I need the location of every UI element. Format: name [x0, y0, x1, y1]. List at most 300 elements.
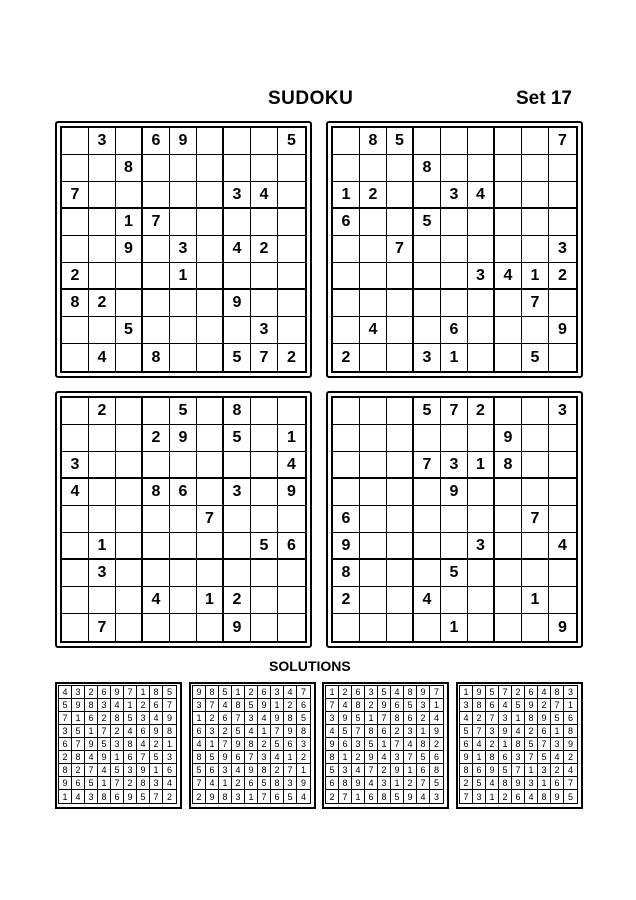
- solution-cell: 3: [404, 725, 417, 738]
- puzzle-cell: [170, 506, 197, 533]
- puzzle-cell: 3: [441, 452, 468, 479]
- solution-cell: 8: [512, 738, 525, 751]
- puzzle-cell: [251, 587, 278, 614]
- puzzle-cell: [360, 614, 387, 641]
- solution-cell: 5: [206, 751, 219, 764]
- solution-cell: 5: [551, 712, 564, 725]
- puzzle-grid: [331, 126, 578, 373]
- solution-cell: 2: [378, 764, 391, 777]
- solution-cell: 2: [297, 751, 310, 764]
- solution-cell: 4: [300, 791, 306, 802]
- solution-cell: 5: [525, 738, 538, 751]
- solution-cell: 5: [163, 686, 176, 699]
- puzzle-cell: [333, 155, 360, 182]
- solution-cell: 4: [326, 725, 339, 738]
- puzzle-cell: [278, 614, 305, 641]
- solution-cell: 2: [499, 790, 512, 803]
- solution-cell: 3: [460, 699, 473, 712]
- puzzle-cell: [89, 209, 116, 236]
- solution-cell: 3: [512, 751, 525, 764]
- solution-cell: 6: [245, 777, 258, 790]
- puzzle-cell: 4: [251, 182, 278, 209]
- solution-cell: 7: [391, 738, 404, 751]
- solution-cell: 2: [232, 777, 245, 790]
- puzzle-cell: [387, 182, 414, 209]
- puzzle-cell: [522, 452, 549, 479]
- puzzle-cell: [495, 533, 522, 560]
- solution-cell: 2: [391, 725, 404, 738]
- puzzle-cell: [360, 344, 387, 371]
- solution-cell: 2: [551, 764, 564, 777]
- solution-cell: 7: [512, 764, 525, 777]
- puzzle-cell: [89, 263, 116, 290]
- puzzle-cell: 3: [441, 182, 468, 209]
- solution-cell: 7: [111, 777, 124, 790]
- puzzle-grid: [60, 126, 307, 373]
- solution-cell: 7: [378, 712, 391, 725]
- solution-cell: 6: [150, 699, 163, 712]
- solution-cell: 6: [297, 699, 310, 712]
- solution-cell: 1: [284, 751, 297, 764]
- puzzle-cell: [360, 209, 387, 236]
- puzzle-cell: [170, 452, 197, 479]
- solution-cell: 8: [339, 777, 352, 790]
- solution-cell: 3: [365, 686, 378, 699]
- puzzle-cell: [387, 155, 414, 182]
- puzzle-cell: [197, 560, 224, 587]
- solution-cell: 8: [258, 764, 271, 777]
- solution-cell: 4: [460, 712, 473, 725]
- puzzle-cell: 3: [414, 344, 441, 371]
- puzzle-cell: [143, 236, 170, 263]
- solution-cell: 2: [193, 790, 206, 803]
- solution-cell: 2: [124, 777, 137, 790]
- puzzle-cell: 9: [278, 479, 305, 506]
- puzzle-cell: [62, 614, 89, 641]
- solution-cell: 1: [232, 686, 245, 699]
- puzzle-cell: 9: [549, 317, 576, 344]
- solution-cell: 2: [98, 712, 111, 725]
- solution-cell: 3: [150, 777, 163, 790]
- puzzle-cell: 7: [441, 398, 468, 425]
- solution-cell: 6: [430, 751, 443, 764]
- solution-cell: 1: [365, 712, 378, 725]
- puzzle-cell: [116, 398, 143, 425]
- puzzle-cell: [495, 317, 522, 344]
- puzzle-cell: [251, 209, 278, 236]
- solution-cell: 2: [486, 738, 499, 751]
- puzzle-cell: [495, 587, 522, 614]
- puzzle-cell: [441, 506, 468, 533]
- solution-cell: 4: [564, 764, 577, 777]
- puzzle-cell: 2: [287, 348, 296, 366]
- solution-cell: 6: [525, 686, 538, 699]
- puzzle-cell: [360, 236, 387, 263]
- puzzle-cell: [495, 344, 522, 371]
- solutions-title: SOLUTIONS: [269, 658, 351, 674]
- puzzle-cell: 5: [278, 128, 305, 155]
- puzzle-cell: [116, 533, 143, 560]
- solution-cell: 2: [111, 725, 124, 738]
- puzzle-cell: [549, 155, 576, 182]
- solution-cell: 5: [98, 738, 111, 751]
- solution-cell: 2: [166, 791, 172, 802]
- puzzle-cell: 5: [414, 398, 441, 425]
- puzzle-cell: [468, 290, 495, 317]
- solution-cell: 7: [564, 777, 577, 790]
- solution-1: [55, 682, 182, 809]
- puzzle-cell: [414, 290, 441, 317]
- solution-cell: 4: [72, 790, 85, 803]
- solution-cell: 6: [219, 712, 232, 725]
- puzzle-grid: [60, 396, 307, 643]
- solution-cell: 7: [137, 751, 150, 764]
- solution-cell: 8: [245, 738, 258, 751]
- puzzle-cell: [360, 263, 387, 290]
- puzzle-cell: [360, 560, 387, 587]
- puzzle-cell: [468, 344, 495, 371]
- puzzle-cell: 1: [441, 344, 468, 371]
- solution-cell: 2: [258, 738, 271, 751]
- solution-cell: 6: [124, 751, 137, 764]
- puzzle-cell: 4: [468, 182, 495, 209]
- puzzle-cell: [495, 209, 522, 236]
- puzzle-cell: [333, 263, 360, 290]
- puzzle-cell: [549, 479, 576, 506]
- solution-cell: 3: [284, 777, 297, 790]
- puzzle-cell: 8: [414, 155, 441, 182]
- solution-cell: 5: [473, 777, 486, 790]
- puzzle-cell: [251, 452, 278, 479]
- solution-cell: 4: [486, 777, 499, 790]
- solution-cell: 8: [98, 790, 111, 803]
- solution-cell: 9: [473, 686, 486, 699]
- solution-cell: 2: [72, 764, 85, 777]
- puzzle-cell: [414, 425, 441, 452]
- solution-cell: 7: [430, 686, 443, 699]
- solution-cell: 5: [460, 725, 473, 738]
- solution-cell: 9: [460, 751, 473, 764]
- puzzle-cell: [197, 290, 224, 317]
- puzzle-cell: 9: [170, 425, 197, 452]
- puzzle-cell: [170, 182, 197, 209]
- solution-cell: 7: [245, 751, 258, 764]
- solution-cell: 2: [85, 686, 98, 699]
- solution-cell: 8: [378, 790, 391, 803]
- puzzle-cell: [549, 290, 576, 317]
- puzzle-cell: [549, 209, 576, 236]
- solution-cell: 7: [232, 712, 245, 725]
- solution-cell: 7: [124, 686, 137, 699]
- puzzle-cell: [495, 182, 522, 209]
- puzzle-cell: 7: [522, 506, 549, 533]
- puzzle-cell: [441, 209, 468, 236]
- solution-cell: 1: [499, 738, 512, 751]
- puzzle-cell: 3: [170, 236, 197, 263]
- solution-cell: 4: [339, 699, 352, 712]
- puzzle-cell: [360, 155, 387, 182]
- solution-cell: 7: [193, 777, 206, 790]
- puzzle-cell: [333, 479, 360, 506]
- solution-cell: 5: [339, 725, 352, 738]
- solution-cell: 9: [98, 751, 111, 764]
- solution-cell: 3: [499, 712, 512, 725]
- solution-cell: 7: [326, 699, 339, 712]
- puzzle-cell: [170, 155, 197, 182]
- puzzle-cell: [522, 182, 549, 209]
- solution-cell: 4: [85, 751, 98, 764]
- solution-cell: 5: [352, 712, 365, 725]
- solution-cell: 5: [59, 699, 72, 712]
- solution-cell: 6: [85, 712, 98, 725]
- solution-cell: 5: [193, 764, 206, 777]
- puzzle-cell: [387, 506, 414, 533]
- puzzle-cell: [251, 290, 278, 317]
- puzzle-cell: 7: [387, 236, 414, 263]
- puzzle-cell: 8: [360, 128, 387, 155]
- puzzle-cell: [116, 263, 143, 290]
- solution-cell: 3: [111, 738, 124, 751]
- puzzle-cell: 1: [441, 614, 468, 641]
- solution-cell: 7: [551, 699, 564, 712]
- puzzle-cell: [522, 209, 549, 236]
- puzzle-cell: 5: [387, 128, 414, 155]
- solution-cell: 2: [460, 777, 473, 790]
- solution-cell: 9: [206, 790, 219, 803]
- puzzle-cell: [143, 182, 170, 209]
- puzzle-cell: [62, 236, 89, 263]
- puzzle-cell: [387, 398, 414, 425]
- puzzle-cell: [89, 479, 116, 506]
- solution-cell: 8: [473, 699, 486, 712]
- puzzle-cell: [522, 155, 549, 182]
- puzzle-cell: [197, 452, 224, 479]
- puzzle-cell: 7: [62, 182, 89, 209]
- solution-cell: 4: [417, 790, 430, 803]
- puzzle-cell: 4: [62, 479, 89, 506]
- solution-cell: 4: [193, 738, 206, 751]
- puzzle-cell: [143, 155, 170, 182]
- puzzle-cell: 3: [89, 128, 116, 155]
- solution-cell: 9: [499, 725, 512, 738]
- puzzle-cell: [549, 587, 576, 614]
- solution-cell: 6: [98, 686, 111, 699]
- solution-cell: 7: [219, 738, 232, 751]
- puzzle-cell: [116, 182, 143, 209]
- puzzle-cell: [333, 236, 360, 263]
- puzzle-cell: [62, 398, 89, 425]
- solution-grid: [459, 685, 578, 804]
- puzzle-cell: 4: [143, 587, 170, 614]
- solution-cell: 1: [430, 699, 443, 712]
- solution-cell: 1: [150, 764, 163, 777]
- puzzle-cell: [360, 506, 387, 533]
- puzzle-cell: [224, 533, 251, 560]
- puzzle-cell: [278, 236, 305, 263]
- solution-cell: 5: [245, 699, 258, 712]
- puzzle-cell: [278, 560, 305, 587]
- solution-cell: 3: [271, 686, 284, 699]
- puzzle-cell: [143, 317, 170, 344]
- solution-cell: 5: [326, 764, 339, 777]
- puzzle-cell: [197, 398, 224, 425]
- solution-cell: 2: [245, 686, 258, 699]
- solution-cell: 8: [206, 686, 219, 699]
- puzzle-cell: [441, 128, 468, 155]
- puzzle-cell: [387, 425, 414, 452]
- solution-cell: 6: [499, 751, 512, 764]
- puzzle-cell: [143, 263, 170, 290]
- puzzle-cell: 6: [170, 479, 197, 506]
- solution-cell: 3: [525, 777, 538, 790]
- puzzle-cell: 2: [62, 263, 89, 290]
- puzzle-cell: 2: [89, 398, 116, 425]
- puzzle-cell: 8: [333, 560, 360, 587]
- solution-cell: 9: [430, 725, 443, 738]
- puzzle-cell: [468, 236, 495, 263]
- puzzle-cell: [360, 479, 387, 506]
- puzzle-cell: [522, 398, 549, 425]
- solution-cell: 1: [473, 751, 486, 764]
- solution-cell: 2: [150, 738, 163, 751]
- solution-cell: 1: [219, 777, 232, 790]
- solution-cell: 6: [417, 764, 430, 777]
- solution-cell: 9: [284, 725, 297, 738]
- solution-cell: 9: [365, 751, 378, 764]
- solution-cell: 2: [538, 699, 551, 712]
- puzzle-cell: 9: [441, 479, 468, 506]
- solution-cell: 3: [245, 712, 258, 725]
- puzzle-cell: [522, 479, 549, 506]
- solution-cell: 5: [124, 712, 137, 725]
- solution-cell: 3: [137, 712, 150, 725]
- solution-cell: 3: [352, 738, 365, 751]
- solution-cell: 9: [404, 790, 417, 803]
- puzzle-cell: [197, 182, 224, 209]
- solution-cell: 3: [163, 751, 176, 764]
- solution-cell: 8: [124, 738, 137, 751]
- solution-cell: 9: [219, 751, 232, 764]
- puzzle-cell: 4: [278, 452, 305, 479]
- puzzle-1: [55, 121, 312, 378]
- solution-cell: 6: [258, 686, 271, 699]
- puzzle-cell: [197, 263, 224, 290]
- solution-cell: 3: [326, 712, 339, 725]
- solution-cell: 2: [59, 751, 72, 764]
- solution-cell: 7: [258, 790, 271, 803]
- solution-cell: 5: [111, 764, 124, 777]
- solution-cell: 9: [378, 699, 391, 712]
- solution-cell: 1: [59, 790, 72, 803]
- solution-cell: 3: [124, 764, 137, 777]
- solution-cell: 4: [206, 777, 219, 790]
- puzzle-cell: [89, 452, 116, 479]
- puzzle-cell: 8: [143, 344, 170, 371]
- puzzle-cell: [89, 317, 116, 344]
- puzzle-cell: [522, 533, 549, 560]
- solution-cell: 6: [564, 712, 577, 725]
- solution-cell: 5: [499, 764, 512, 777]
- solution-cell: 4: [111, 699, 124, 712]
- solution-cell: 8: [365, 725, 378, 738]
- puzzle-cell: [333, 398, 360, 425]
- solution-cell: 1: [193, 712, 206, 725]
- puzzle-cell: [89, 155, 116, 182]
- puzzle-cell: 9: [116, 236, 143, 263]
- solution-cell: 6: [193, 725, 206, 738]
- solution-cell: 1: [206, 738, 219, 751]
- puzzle-cell: 2: [224, 587, 251, 614]
- puzzle-cell: [278, 182, 305, 209]
- solution-cell: 8: [232, 699, 245, 712]
- puzzle-cell: [387, 263, 414, 290]
- puzzle-cell: [549, 560, 576, 587]
- solution-cell: 3: [232, 790, 245, 803]
- solution-cell: 3: [193, 699, 206, 712]
- puzzle-cell: 7: [549, 128, 576, 155]
- solution-cell: 1: [417, 725, 430, 738]
- solution-cell: 6: [59, 738, 72, 751]
- puzzle-cell: [549, 506, 576, 533]
- puzzle-cell: [441, 263, 468, 290]
- puzzle-cell: [387, 587, 414, 614]
- solution-cell: 5: [219, 686, 232, 699]
- solution-cell: 3: [538, 764, 551, 777]
- solution-cell: 7: [59, 712, 72, 725]
- puzzle-cell: [360, 533, 387, 560]
- solution-cell: 3: [378, 777, 391, 790]
- solution-grid: [325, 685, 444, 804]
- puzzle-cell: [387, 209, 414, 236]
- solution-cell: 5: [150, 751, 163, 764]
- solution-cell: 7: [538, 738, 551, 751]
- puzzle-cell: [495, 155, 522, 182]
- puzzle-cell: 4: [89, 344, 116, 371]
- solution-cell: 8: [430, 764, 443, 777]
- solution-cell: 7: [460, 790, 473, 803]
- puzzle-cell: [414, 614, 441, 641]
- solution-cell: 6: [512, 790, 525, 803]
- solution-cell: 3: [59, 725, 72, 738]
- puzzle-cell: [170, 344, 197, 371]
- puzzle-cell: 1: [522, 263, 549, 290]
- puzzle-cell: [224, 560, 251, 587]
- solution-cell: 4: [352, 764, 365, 777]
- puzzle-cell: [495, 398, 522, 425]
- solution-cell: 7: [339, 790, 352, 803]
- solution-cell: 5: [404, 699, 417, 712]
- solution-cell: 7: [85, 764, 98, 777]
- solution-cell: 4: [163, 777, 176, 790]
- puzzle-cell: [360, 452, 387, 479]
- puzzle-cell: [116, 425, 143, 452]
- puzzle-cell: [522, 236, 549, 263]
- puzzle-cell: [197, 533, 224, 560]
- solution-cell: 8: [404, 686, 417, 699]
- solution-cell: 9: [538, 712, 551, 725]
- puzzle-cell: 2: [468, 398, 495, 425]
- solution-cell: 9: [551, 790, 564, 803]
- solution-cell: 3: [433, 791, 439, 802]
- solution-cell: 7: [499, 686, 512, 699]
- solution-cell: 5: [365, 738, 378, 751]
- solution-cell: 6: [206, 764, 219, 777]
- solution-cell: 8: [486, 751, 499, 764]
- solution-cell: 9: [564, 738, 577, 751]
- puzzle-cell: [62, 128, 89, 155]
- solution-cell: 6: [460, 738, 473, 751]
- solution-cell: 7: [297, 686, 310, 699]
